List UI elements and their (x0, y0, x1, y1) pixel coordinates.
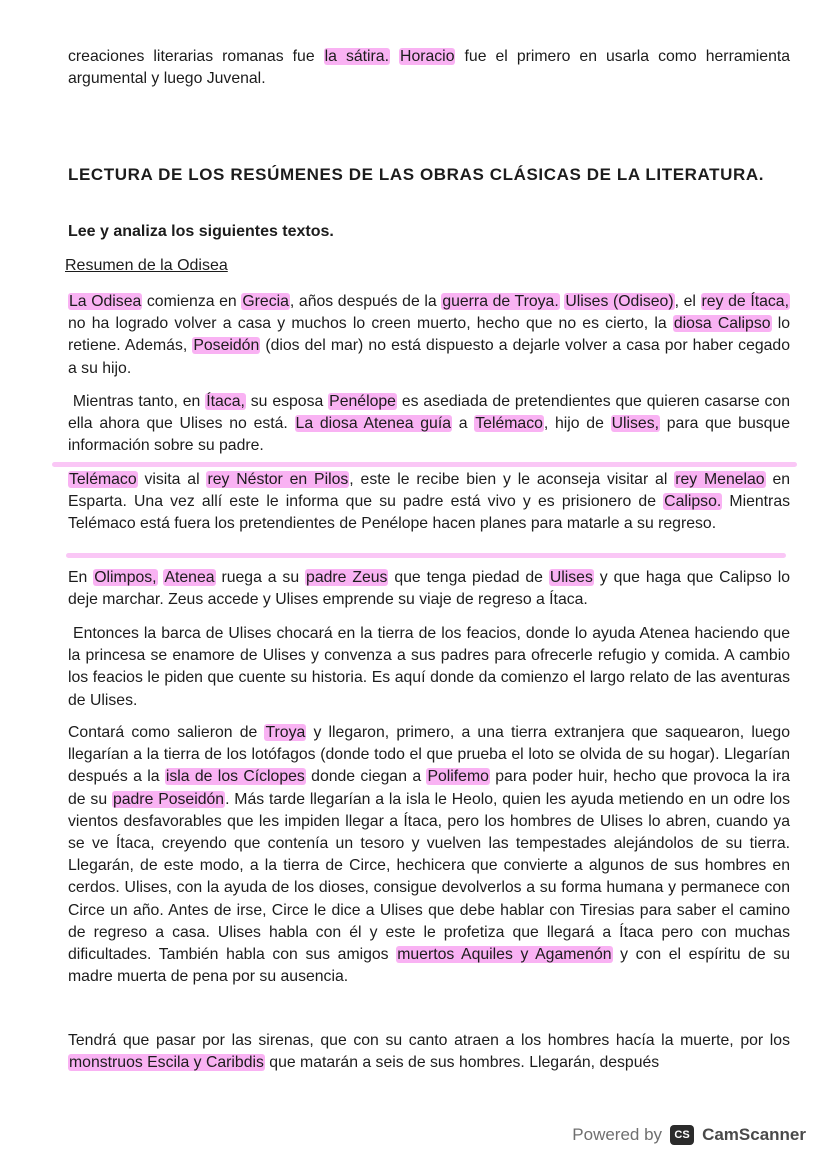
highlighted-term: la sátira. (324, 48, 389, 65)
highlighted-term: Ulises (Odiseo) (565, 293, 674, 310)
text-segment: para poder huir, hecho que provoca la ira de su (68, 768, 790, 808)
highlighted-term: La Odisea (69, 293, 142, 310)
text-segment: (dios del mar) no está dispuesto a dejarle volver a casa por haber cegado a su hijo. (68, 337, 790, 377)
highlighted-term: muertos Aquiles y Agamenón (397, 946, 612, 964)
paragraph-3 (68, 469, 790, 536)
subtitle: Resumen de la Odisea (65, 257, 228, 274)
highlighted-term: Calipso. (664, 493, 722, 511)
highlighted-term: rey Néstor en Pilos (207, 471, 349, 488)
text-segment: Entonces la barca de Ulises chocará en la tierra de los feacios, donde lo ayuda Atenea haciendo que la princesa se enamore de Ulises y convenza a sus padres para ofrecerle refugio y comida. A cambio los feacios le piden que cuente su historia. Es aquí donde da comienzo el largo relato de las aventuras de Ulises. (68, 625, 790, 709)
powered-by-text: Powered by (572, 1125, 663, 1144)
text-segment: ruega a su (215, 569, 306, 586)
text-segment: a (452, 415, 475, 433)
camscanner-watermark (572, 1119, 806, 1151)
highlighted-term: Troya (265, 724, 306, 741)
highlighted-term: Telémaco (475, 415, 543, 433)
text-segment (390, 48, 399, 65)
paragraph-2 (68, 391, 790, 458)
highlighted-term: Polifemo (427, 768, 489, 786)
highlighted-term: padre Zeus (306, 569, 388, 586)
text-segment: Mientras Telémaco está fuera los pretendientes de Penélope hacen planes para matarle a su regreso. (68, 493, 791, 533)
highlighted-term: rey de Ítaca, (701, 293, 789, 310)
text-segment: para que busque información sobre su padre. (68, 415, 790, 455)
highlighted-term: Ulises (549, 569, 593, 586)
highlighted-term: guerra de Troya. (442, 293, 559, 310)
text-segment: . Más tarde llegarían a la isla le Heolo, quien les ayuda metiendo en un odre los vientos desfavorables que les impiden llegar a Ítaca, pero los hombres de Ulises lo abren, cuando ya se ve Ítaca, creyendo que contenía un tesoro y vuelven las tempestades alejándolos de su tierra. Llegarán, de este modo, a la tierra de Circe, hechicera que convierte a algunos de sus hombres en cerdos. Ulises, con la ayuda de los dioses, consigue devolverlos a su forma humana y permanece con Circe un año. Antes de irse, Circe le dice a Ulises que debe hablar con Tiresias para saber el camino de regreso a casa. Ulises habla con él y este le profetiza que llegará a Ítaca pero con muchas dificultades. También habla con sus amigos (68, 790, 790, 964)
text-segment: , años después de la (289, 293, 442, 310)
highlighted-term: diosa Calipso (673, 315, 771, 333)
highlighted-term: Grecia (242, 293, 289, 310)
highlighted-term: Ulises, (611, 415, 660, 433)
highlighted-term: Horacio (400, 48, 455, 65)
text-segment: , hijo de (543, 415, 611, 433)
paragraph-6 (68, 722, 790, 988)
text-segment: Mientras tanto, en (72, 393, 206, 410)
camscanner-brand: CamScanner (702, 1125, 806, 1144)
highlighted-term: rey Menelao (675, 471, 765, 488)
highlighted-term: monstruos Escila y Caribdis (69, 1054, 264, 1072)
highlighted-term: Ítaca, (206, 393, 245, 410)
highlighted-term: Penélope (329, 393, 396, 410)
intro-paragraph (68, 46, 790, 90)
text-segment: fue el primero en usarla como herramienta argumental y luego Juvenal. (68, 48, 791, 88)
camscanner-logo-icon: CS (670, 1125, 694, 1145)
highlighted-term: Telémaco (69, 471, 137, 488)
highlighted-term: padre Poseidón (112, 790, 225, 808)
text-segment: no ha logrado volver a casa y muchos lo creen muerto, hecho que no es cierto, la (68, 315, 673, 333)
text-segment: visita al (137, 471, 207, 488)
text-segment: y que haga que Calipso lo deje marchar. Zeus accede y Ulises emprende su viaje de regreso a Ítaca. (68, 569, 791, 609)
text-segment: Contará como salieron de (68, 724, 265, 741)
text-segment: Tendrá que pasar por las sirenas, que con su canto atraen a los hombres hacía la muerte, por los (68, 1032, 790, 1049)
text-segment: lo retiene. Además, (68, 315, 790, 355)
section-heading: LECTURA DE LOS RESÚMENES DE LAS OBRAS CLÁSICAS DE LA LITERATURA. (68, 165, 765, 184)
paragraph-4 (68, 567, 790, 611)
text-segment: es asediada de pretendientes que quieren casarse con ella ahora que Ulises no está. (68, 393, 790, 433)
paragraph-7 (68, 1030, 790, 1074)
highlighted-term: Olimpos, (94, 569, 157, 586)
paragraph-5 (68, 623, 790, 712)
highlighted-term: isla de los Cíclopes (165, 768, 305, 786)
text-segment: donde ciegan a (305, 768, 427, 786)
text-segment: en Esparta. Una vez allí este le informa que su padre está vivo y es prisionero de (68, 471, 791, 511)
text-segment: y con el espíritu de su madre muerta de pena por su ausencia. (68, 946, 790, 986)
text-segment: su esposa (245, 393, 329, 410)
paragraph-1 (68, 291, 790, 380)
text-segment: y llegaron, primero, a una tierra extranjera que saquearon, luego llegarían a la tierra de los lotófagos (donde todo el que prueba el loto se olvida de su hogar). Llegarían después a la (68, 724, 790, 786)
highlighter-stroke (52, 462, 797, 467)
instruction-text: Lee y analiza los siguientes textos. (68, 223, 334, 240)
text-segment: creaciones literarias romanas fue (68, 48, 324, 65)
text-segment: , este le recibe bien y le aconseja visitar al (349, 471, 675, 488)
text-segment: comienza en (142, 293, 242, 310)
text-segment: En (68, 569, 94, 586)
highlighter-stroke (66, 553, 786, 558)
highlighted-term: La diosa Atenea guía (295, 415, 452, 433)
highlighted-term: Atenea (164, 569, 215, 586)
text-segment: que matarán a seis de sus hombres. Llegarán, después (264, 1054, 660, 1072)
text-segment: , el (674, 293, 701, 310)
highlighted-term: Poseidón (193, 337, 260, 355)
text-segment: que tenga piedad de (388, 569, 549, 586)
